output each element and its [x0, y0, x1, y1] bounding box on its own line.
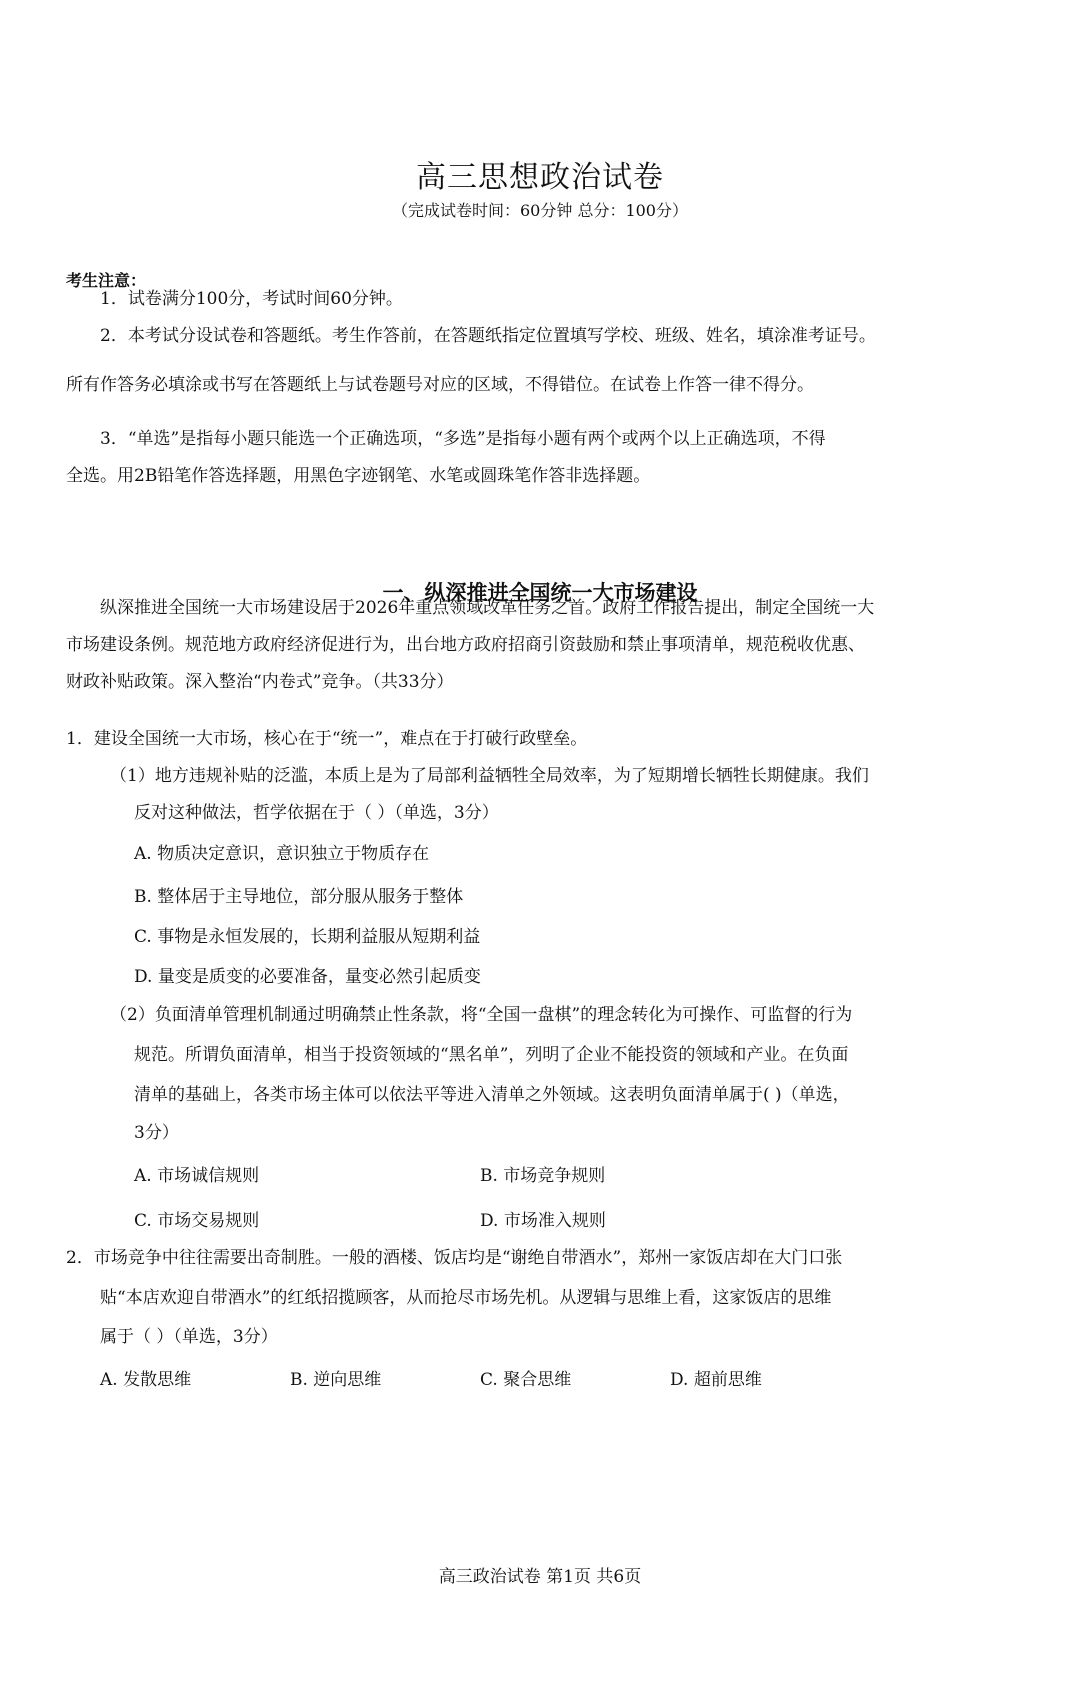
- option-c: C. 聚合思维: [480, 1370, 572, 1390]
- question-1-1-line: 反对这种做法，哲学依据在于（ ）（单选，3分）: [134, 803, 499, 823]
- option-d: D. 超前思维: [670, 1370, 762, 1390]
- question-2-line: 贴“本店欢迎自带酒水”的红纸招揽顾客，从而抢尽市场先机。从逻辑与思维上看，这家饭店的思维: [100, 1288, 832, 1308]
- option-a: A. 发散思维: [100, 1370, 192, 1390]
- exam-info: （完成试卷时间：60分钟 总分：100分）: [392, 201, 688, 220]
- question-2-line: 属于（ ）（单选，3分）: [100, 1327, 278, 1347]
- question-1-2-line: 3分）: [134, 1123, 179, 1143]
- section-intro-line: 财政补贴政策。深入整治“内卷式”竞争。（共33分）: [66, 672, 454, 692]
- notice-line: 2．本考试分设试卷和答题纸。考生作答前，在答题纸指定位置填写学校、班级、姓名，填涂准考证号。: [100, 326, 876, 346]
- page-title: 高三思想政治试卷: [416, 160, 664, 195]
- notice-heading: 考生注意：: [66, 271, 147, 290]
- option-b: B. 市场竞争规则: [480, 1166, 606, 1186]
- option-d: D. 市场准入规则: [480, 1211, 606, 1231]
- option-d: D. 量变是质变的必要准备，量变必然引起质变: [134, 967, 481, 987]
- page-footer: 高三政治试卷 第1页 共6页: [438, 1567, 642, 1587]
- option-a: A. 物质决定意识，意识独立于物质存在: [134, 844, 430, 864]
- section-title: 一、纵深推进全国统一大市场建设: [382, 580, 698, 605]
- notice-line: 1．试卷满分100分，考试时间60分钟。: [100, 289, 403, 309]
- notice-line: 全选。用2B铅笔作答选择题，用黑色字迹钢笔、水笔或圆珠笔作答非选择题。: [66, 466, 651, 486]
- question-1-2-line: 规范。所谓负面清单，相当于投资领域的“黑名单”，列明了企业不能投资的领域和产业。在负面: [134, 1045, 849, 1065]
- option-c: C. 市场交易规则: [134, 1211, 260, 1231]
- section-intro-line: 纵深推进全国统一大市场建设居于2026年重点领域改革任务之首。政府工作报告提出，制定全国统一大: [100, 598, 875, 618]
- option-b: B. 整体居于主导地位，部分服从服务于整体: [134, 887, 464, 907]
- notice-line: 3．“单选”是指每小题只能选一个正确选项，“多选”是指每小题有两个或两个以上正确选项，不得: [100, 429, 826, 449]
- notice-line: 所有作答务必填涂或书写在答题纸上与试卷题号对应的区域，不得错位。在试卷上作答一律不得分。: [66, 375, 814, 395]
- section-intro-line: 市场建设条例。规范地方政府经济促进行为，出台地方政府招商引资鼓励和禁止事项清单，规范税收优惠、: [66, 635, 865, 655]
- option-b: B. 逆向思维: [290, 1370, 382, 1390]
- question-1-2-line: （2）负面清单管理机制通过明确禁止性条款，将“全国一盘棋”的理念转化为可操作、可监督的行为: [110, 1005, 853, 1025]
- question-1-2-line: 清单的基础上，各类市场主体可以依法平等进入清单之外领域。这表明负面清单属于( )（单选，: [134, 1085, 850, 1105]
- question-1-1-line: （1）地方违规补贴的泛滥，本质上是为了局部利益牺牲全局效率，为了短期增长牺牲长期健康。我们: [110, 766, 869, 786]
- question-1-stem: 1．建设全国统一大市场，核心在于“统一”，难点在于打破行政壁垒。: [66, 729, 588, 749]
- option-a: A. 市场诚信规则: [134, 1166, 260, 1186]
- option-c: C. 事物是永恒发展的，长期利益服从短期利益: [134, 927, 481, 947]
- question-2-line: 2．市场竞争中往往需要出奇制胜。一般的酒楼、饭店均是“谢绝自带酒水”，郑州一家饭店却在大门口张: [66, 1248, 843, 1268]
